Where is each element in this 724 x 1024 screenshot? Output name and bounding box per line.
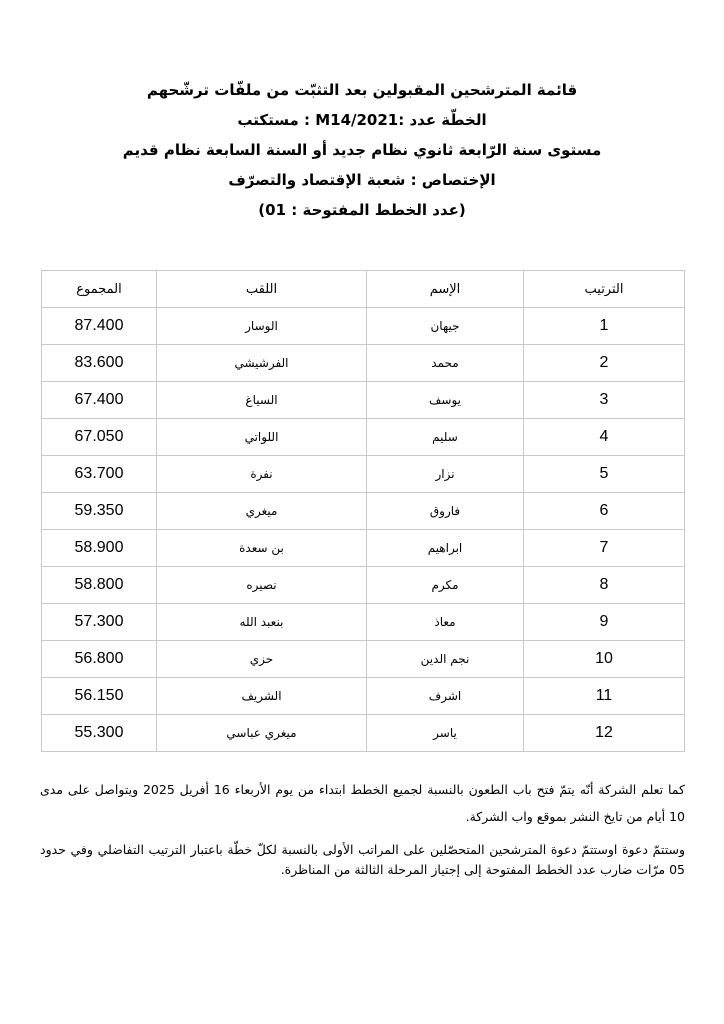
table-row <box>42 345 685 382</box>
open-positions-count: (عدد الخطط المفتوحة : 01) <box>258 201 466 219</box>
notes-section <box>40 776 685 890</box>
cell-rank: 3 <box>524 382 685 419</box>
column-header-total: المجموع <box>42 271 157 308</box>
cell-name: اشرف <box>367 678 524 715</box>
cell-name: مكرم <box>367 567 524 604</box>
cell-total: 67.050 <box>42 419 157 456</box>
cell-name: يوسف <box>367 382 524 419</box>
cell-total: 58.800 <box>42 567 157 604</box>
document-header <box>0 80 724 230</box>
table-row <box>42 678 685 715</box>
cell-surname: الشريف <box>157 678 367 715</box>
cell-surname: السياغ <box>157 382 367 419</box>
position-code: الخطّة عدد :M14/2021 : مستكتب <box>237 111 487 129</box>
cell-name: نزار <box>367 456 524 493</box>
cell-name: سليم <box>367 419 524 456</box>
cell-name: معاذ <box>367 604 524 641</box>
cell-name: نجم الدين <box>367 641 524 678</box>
cell-surname: ميغري <box>157 493 367 530</box>
cell-surname: حزي <box>157 641 367 678</box>
table-row <box>42 530 685 567</box>
cell-rank: 1 <box>524 308 685 345</box>
cell-rank: 7 <box>524 530 685 567</box>
cell-rank: 8 <box>524 567 685 604</box>
table-row <box>42 493 685 530</box>
cell-name: فاروق <box>367 493 524 530</box>
cell-total: 56.150 <box>42 678 157 715</box>
table-row <box>42 382 685 419</box>
cell-rank: 6 <box>524 493 685 530</box>
cell-name: محمد <box>367 345 524 382</box>
invitation-notice: وستتمّ دعوة اوستتمّ دعوة المترشحين المتحصّلين على المراتب الأولى بالنسبة لكلّ خطّة باعتبار الترتيب التفاضلي وفي حدود 05 مرّات ضارب عدد الخطط المفتوحة إلى إجتياز المرحلة الثالثة من المناظرة. <box>40 842 685 877</box>
cell-rank: 11 <box>524 678 685 715</box>
cell-total: 58.900 <box>42 530 157 567</box>
cell-total: 87.400 <box>42 308 157 345</box>
cell-rank: 10 <box>524 641 685 678</box>
cell-name: جيهان <box>367 308 524 345</box>
table-body <box>42 308 685 752</box>
education-level: مستوى سنة الرّابعة ثانوي نظام جديد أو السنة السابعة نظام قديم <box>122 141 602 159</box>
cell-surname: الوسار <box>157 308 367 345</box>
candidates-table <box>41 270 685 752</box>
cell-surname: ميغري عباسي <box>157 715 367 752</box>
cell-rank: 9 <box>524 604 685 641</box>
table-header-row <box>42 271 685 308</box>
cell-rank: 4 <box>524 419 685 456</box>
cell-total: 57.300 <box>42 604 157 641</box>
cell-name: ابراهيم <box>367 530 524 567</box>
cell-surname: نفرة <box>157 456 367 493</box>
specialization: الإختصاص : شعبة الإقتصاد والتصرّف <box>228 171 496 189</box>
table-row <box>42 456 685 493</box>
cell-surname: اللواتي <box>157 419 367 456</box>
cell-total: 55.300 <box>42 715 157 752</box>
column-header-name: الإسم <box>367 271 524 308</box>
document-title: قائمة المترشحين المقبولين بعد التثبّت من ملفّات ترشّحهم <box>146 81 578 99</box>
cell-rank: 2 <box>524 345 685 382</box>
column-header-rank: الترتيب <box>524 271 685 308</box>
cell-surname: الفرشيشي <box>157 345 367 382</box>
cell-total: 63.700 <box>42 456 157 493</box>
cell-rank: 12 <box>524 715 685 752</box>
table-row <box>42 604 685 641</box>
cell-name: ياسر <box>367 715 524 752</box>
cell-surname: بنعبد الله <box>157 604 367 641</box>
table-row <box>42 308 685 345</box>
cell-total: 83.600 <box>42 345 157 382</box>
cell-total: 59.350 <box>42 493 157 530</box>
table-row <box>42 567 685 604</box>
appeal-notice: كما تعلم الشركة أنّه يتمّ فتح باب الطعون بالنسبة لجميع الخطط ابتداء من يوم الأربعاء 16 أفريل 2025 ويتواصل على مدى 10 أيام من تايخ النشر بموقع واب الشركة. <box>40 782 685 824</box>
table-row <box>42 419 685 456</box>
table-row <box>42 641 685 678</box>
cell-surname: نصيره <box>157 567 367 604</box>
cell-rank: 5 <box>524 456 685 493</box>
cell-total: 67.400 <box>42 382 157 419</box>
cell-surname: بن سعدة <box>157 530 367 567</box>
table-row <box>42 715 685 752</box>
column-header-surname: اللقب <box>157 271 367 308</box>
cell-total: 56.800 <box>42 641 157 678</box>
